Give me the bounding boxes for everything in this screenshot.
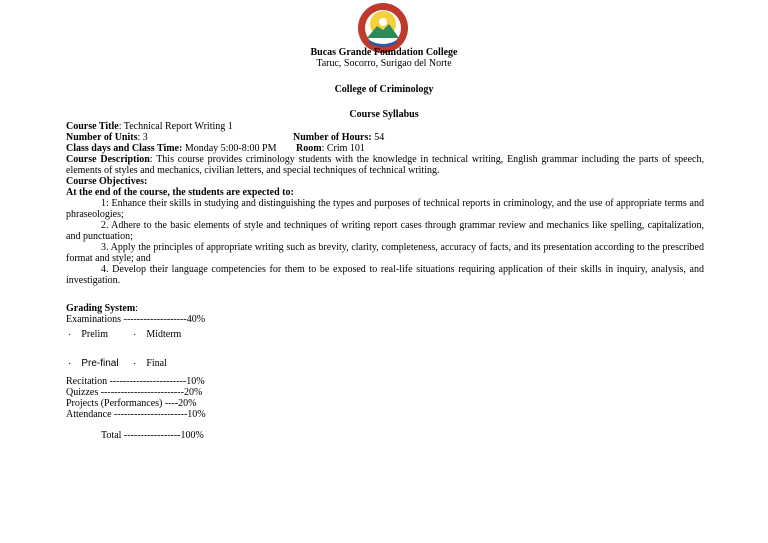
hours-line: Number of Hours: 54: [293, 132, 385, 143]
school-address: Taruc, Socorro, Surigao del Norte: [316, 58, 452, 69]
document-title: Course Syllabus: [349, 109, 419, 120]
objective-item: 2. Adhere to the basic elements of style and techniques of writing report cases through grammar review and mechanics like spelling, capitalization, and punctuation;: [66, 220, 704, 242]
objective-item: 4. Develop their language competencies for them to be exposed to real-life situations requiring application of their skills in inquiry, analysis, and investigation.: [66, 264, 704, 286]
college-name: College of Criminology: [334, 84, 434, 95]
objective-item: 3. Apply the principles of appropriate writing such as brevity, clarity, completeness, accuracy of facts, and its presentation according to the prescribed format and style; and: [66, 242, 704, 264]
objectives-label: Course Objectives:: [66, 176, 148, 187]
exam-prefinal: · Pre-final: [68, 358, 119, 369]
course-description: Course Description: This course provides criminology students with the knowledge in technical writing, English grammar including the parts of speech, elements of styles and mechanics, civilian letters, and special techniques of technical writing.: [66, 154, 704, 176]
grading-item: Quizzes -------------------------20%: [66, 387, 203, 398]
room-line: Room: Crim 101: [296, 143, 365, 154]
grading-examinations: Examinations -------------------40%: [66, 314, 206, 325]
exam-final: · Final: [133, 358, 167, 369]
school-name: Bucas Grande Foundation College: [310, 47, 458, 58]
grading-total: Total -----------------100%: [101, 430, 204, 441]
grading-label: Grading System:: [66, 303, 138, 314]
class-time-line: Class days and Class Time: Monday 5:00-8:00 PM: [66, 143, 277, 154]
objectives-intro: At the end of the course, the students are expected to:: [66, 187, 294, 198]
units-line: Number of Units: 3: [66, 132, 148, 143]
grading-item: Projects (Performances) ----20%: [66, 398, 197, 409]
grading-item: Attendance ----------------------10%: [66, 409, 206, 420]
grading-item: Recitation -----------------------10%: [66, 376, 205, 387]
objective-item: 1: Enhance their skills in studying and distinguishing the types and purposes of technical reports in criminology, and the use of appropriate terms and phraseologies;: [66, 198, 704, 220]
course-title-line: Course Title: Technical Report Writing 1: [66, 121, 233, 132]
exam-midterm: · Midterm: [133, 329, 182, 340]
exam-prelim: · Prelim: [68, 329, 109, 340]
